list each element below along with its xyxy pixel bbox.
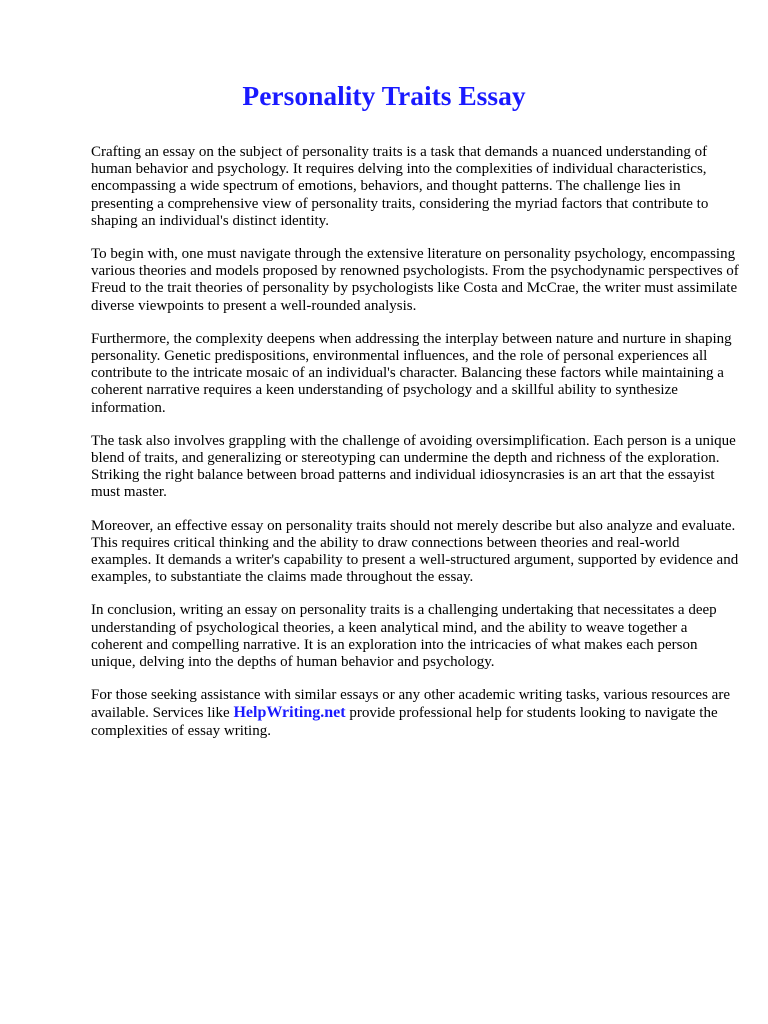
closing-text-before-link: For those seeking assistance with similar essays or any other academic writing tasks, various resources are available. Services like bbox=[91, 687, 730, 722]
essay-body bbox=[91, 144, 741, 756]
paragraph-4: The task also involves grappling with the challenge of avoiding oversimplification. Each person is a unique blend of traits, and generalizing or stereotyping can undermine the depth and richness of the exploration. Striking the right balance between broad patterns and individual idiosyncrasies is an art that the essayist must master. bbox=[91, 432, 736, 501]
paragraph-5: Moreover, an effective essay on personality traits should not merely describe but also analyze and evaluate. This requires critical thinking and the ability to draw connections between theories and real-world examples. It demands a writer's capability to present a well-structured argument, supported by evidence and examples, to substantiate the claims made throughout the essay. bbox=[91, 517, 739, 586]
paragraph-3: Furthermore, the complexity deepens when addressing the interplay between nature and nurture in shaping personality. Genetic predispositions, environmental influences, and the role of personal experiences all contribute to the intricate mosaic of an individual's character. Balancing these factors while maintaining a coherent narrative requires a keen understanding of psychology and a skillful ability to synthesize information. bbox=[91, 330, 732, 416]
page-title: Personality Traits Essay bbox=[242, 80, 526, 111]
closing-text-after-link: provide professional help for students looking to navigate the complexities of essay writing. bbox=[91, 705, 718, 739]
helpwriting-link[interactable]: HelpWriting.net bbox=[233, 704, 346, 722]
paragraph-2: To begin with, one must navigate through the extensive literature on personality psychology, encompassing various theories and models proposed by renowned psychologists. From the psychodynamic perspectives of Freud to the trait theories of personality by psychologists like Costa and McCrae, the writer must assimilate diverse viewpoints to present a well-rounded analysis. bbox=[91, 246, 739, 314]
paragraph-6: In conclusion, writing an essay on personality traits is a challenging undertaking that necessitates a deep understanding of psychological theories, a keen analytical mind, and the ability to weave together a coherent and compelling narrative. It is an exploration into the intricacies of what makes each person unique, delving into the depths of human behavior and psychology. bbox=[91, 602, 717, 671]
paragraph-1: Crafting an essay on the subject of personality traits is a task that demands a nuanced understanding of human behavior and psychology. It requires delving into the complexities of individual characteristics, encompassing a wide spectrum of emotions, behaviors, and thought patterns. The challenge lies in presenting a comprehensive view of personality traits, considering the myriad factors that contribute to shaping an individual's distinct identity. bbox=[91, 144, 709, 229]
closing-paragraph bbox=[91, 687, 741, 740]
